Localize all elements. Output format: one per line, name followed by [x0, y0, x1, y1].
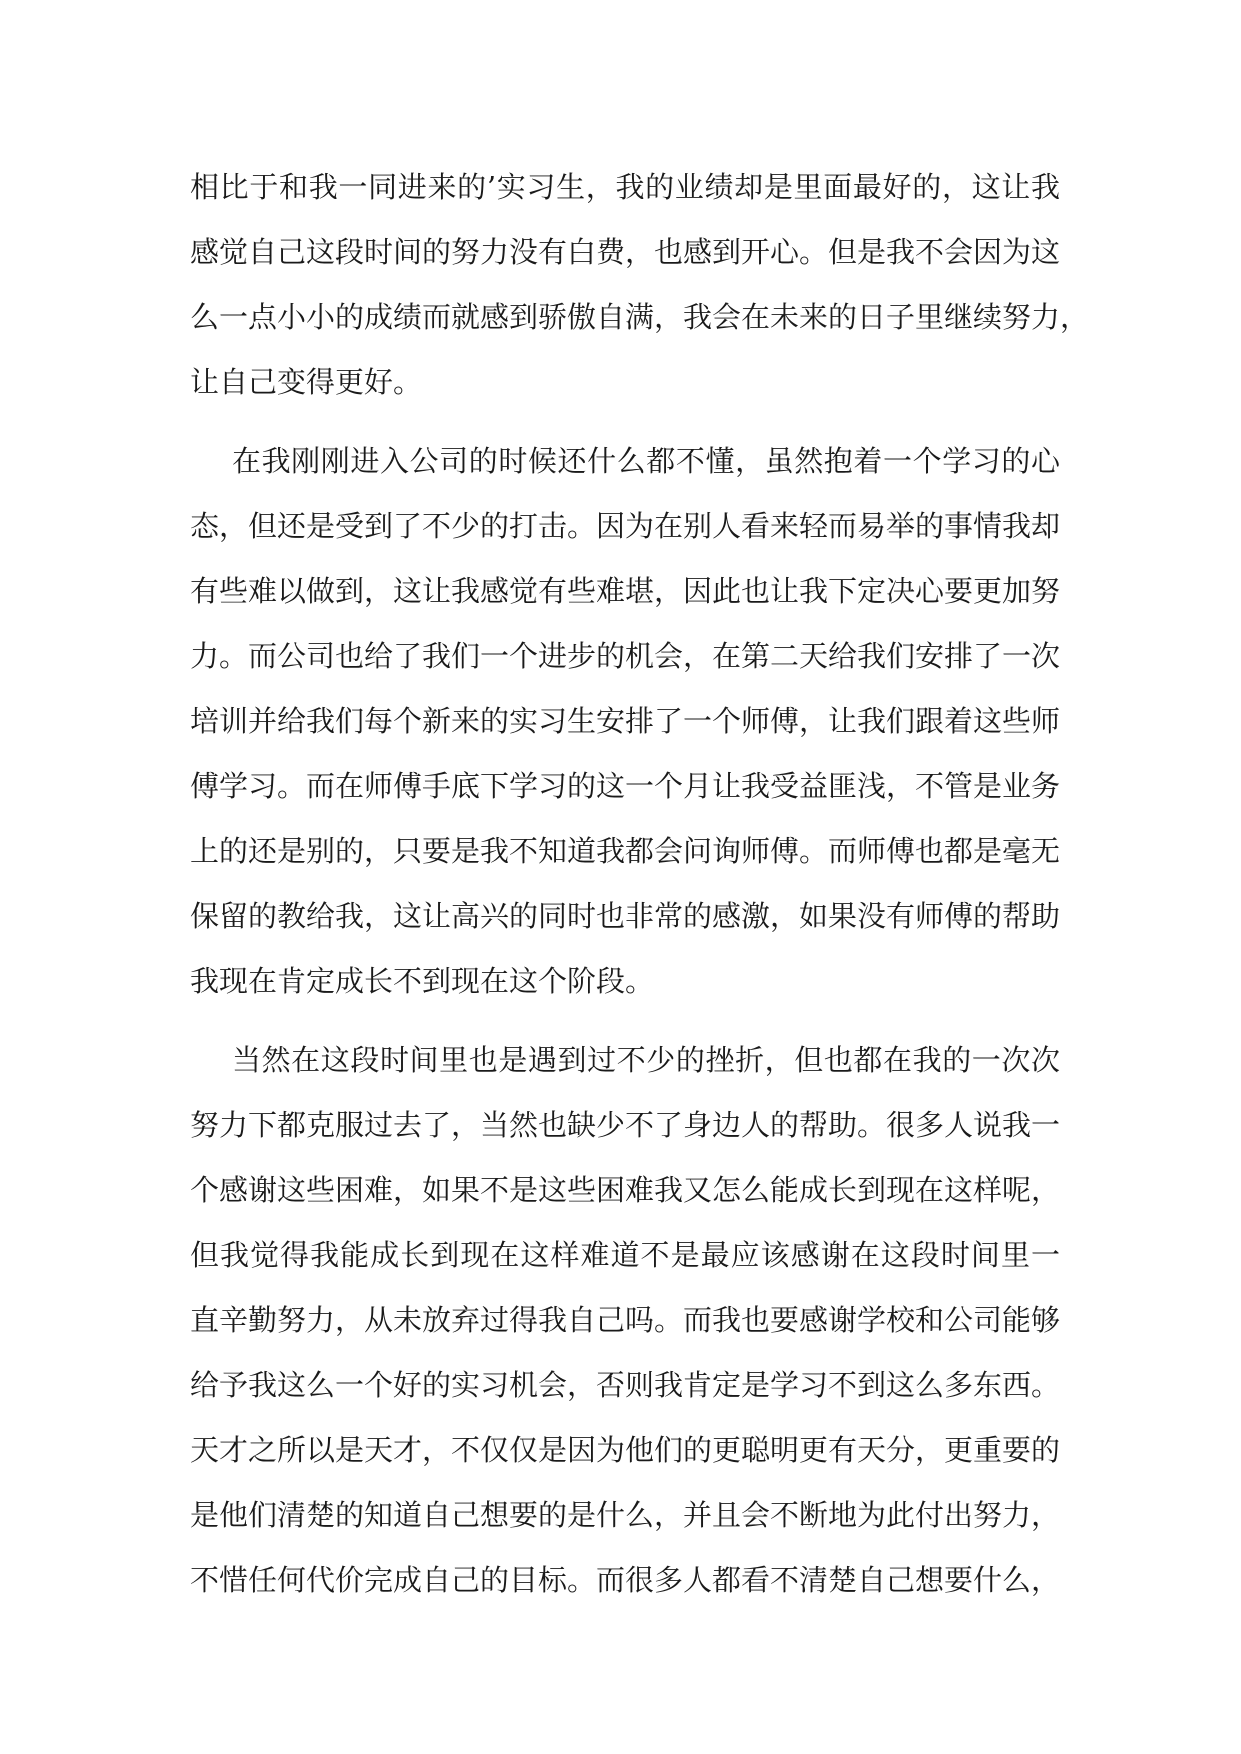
paragraph-3-line-2: 努力下都克服过去了，当然也缺少不了身边人的帮助。很多人说我一 — [190, 1108, 1061, 1142]
paragraph-3-line-6: 给予我这么一个好的实习机会，否则我肯定是学习不到这么多东西。 — [190, 1368, 1061, 1402]
paragraph-3-line-8: 是他们清楚的知道自己想要的是什么，并且会不断地为此付出努力， — [190, 1498, 1061, 1532]
paragraph-1-line-2: 感觉自己这段时间的努力没有白费，也感到开心。但是我不会因为这 — [190, 235, 1061, 269]
paragraph-2-line-7: 上的还是别的，只要是我不知道我都会问询师傅。而师傅也都是毫无 — [190, 834, 1061, 868]
paragraph-1-line-3: 么一点小小的成绩而就感到骄傲自满，我会在未来的日子里继续努力， — [190, 300, 1090, 334]
body-text — [190, 155, 1090, 1613]
paragraph-2-line-5: 培训并给我们每个新来的实习生安排了一个师傅，让我们跟着这些师 — [190, 704, 1061, 738]
paragraph-3-line-5: 直辛勤努力，从未放弃过得我自己吗。而我也要感谢学校和公司能够 — [190, 1303, 1061, 1337]
paragraph-3-line-3: 个感谢这些困难，如果不是这些困难我又怎么能成长到现在这样呢， — [190, 1173, 1061, 1207]
paragraph-2-line-6: 傅学习。而在师傅手底下学习的这一个月让我受益匪浅，不管是业务 — [190, 769, 1061, 803]
paragraph-gap — [190, 1014, 1060, 1028]
paragraph-2-line-8: 保留的教给我，这让高兴的同时也非常的感激，如果没有师傅的帮助 — [190, 899, 1061, 933]
paragraph-3-line-1: 当然在这段时间里也是遇到过不少的挫折，但也都在我的一次次 — [232, 1043, 1060, 1077]
paragraph-3-line-4: 但我觉得我能成长到现在这样难道不是最应该感谢在这段时间里一 — [190, 1238, 1060, 1272]
paragraph-2-line-3: 有些难以做到，这让我感觉有些难堪，因此也让我下定决心要更加努 — [190, 574, 1061, 608]
paragraph-2-line-4: 力。而公司也给了我们一个进步的机会，在第二天给我们安排了一次 — [190, 639, 1061, 673]
paragraph-2-line-2: 态，但还是受到了不少的打击。因为在别人看来轻而易举的事情我却 — [190, 509, 1061, 543]
paragraph-3-line-7: 天才之所以是天才，不仅仅是因为他们的更聪明更有天分，更重要的 — [190, 1433, 1061, 1467]
paragraph-1-line-4: 让自己变得更好。 — [190, 365, 423, 399]
paragraph-2-line-1: 在我刚刚进入公司的时候还什么都不懂，虽然抱着一个学习的心 — [232, 444, 1060, 478]
paragraph-gap — [190, 415, 1060, 429]
paragraph-2-line-9: 我现在肯定成长不到现在这个阶段。 — [190, 964, 655, 998]
paragraph-3-line-9: 不惜任何代价完成自己的目标。而很多人都看不清楚自己想要什么， — [190, 1563, 1061, 1597]
paragraph-1-line-1: 相比于和我一同进来的’实习生，我的业绩却是里面最好的，这让我 — [190, 170, 1060, 204]
